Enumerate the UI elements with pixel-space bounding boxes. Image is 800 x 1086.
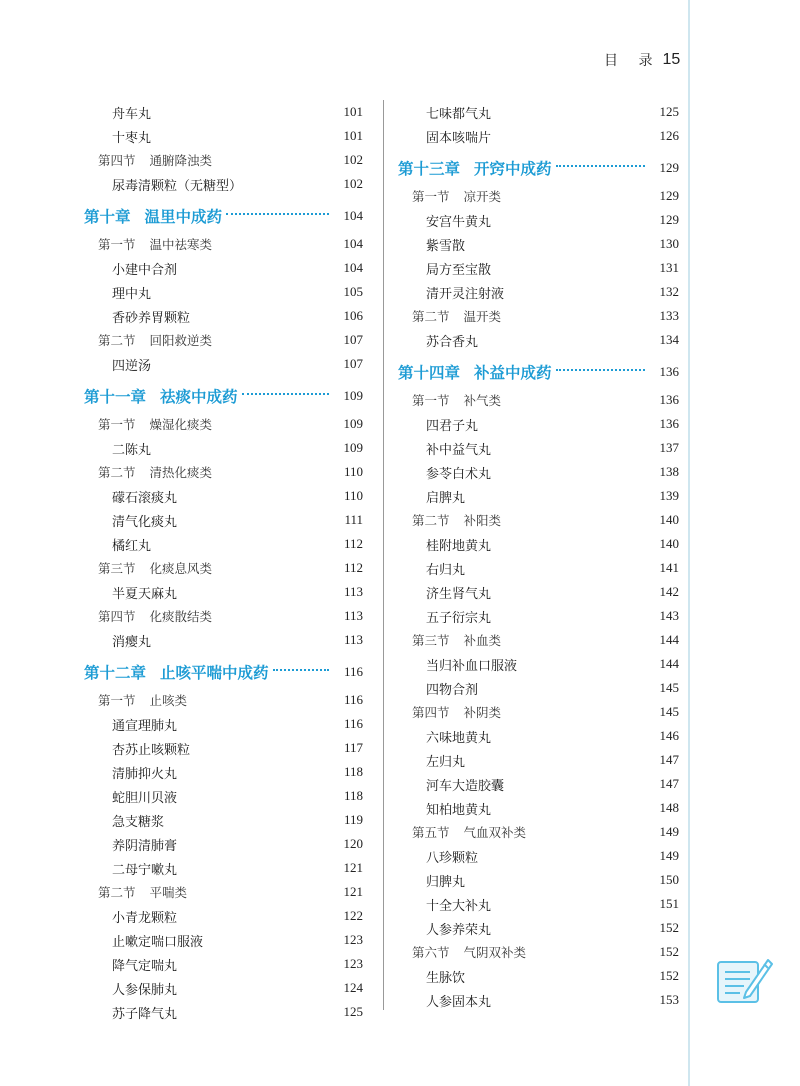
chapter-label: 第十三章 xyxy=(398,160,461,178)
toc-section-row[interactable] xyxy=(398,628,679,652)
toc-item-row[interactable] xyxy=(398,412,679,436)
toc-item-row[interactable] xyxy=(84,832,363,856)
page-ref: 102 xyxy=(343,176,363,191)
chapter-name: 祛痰中成药 xyxy=(160,388,238,406)
page-ref: 151 xyxy=(659,896,679,911)
toc-item-row[interactable] xyxy=(398,676,679,700)
chapter-title xyxy=(84,205,222,227)
toc-item-row[interactable] xyxy=(84,280,363,304)
page-ref: 107 xyxy=(343,332,363,347)
page-ref: 104 xyxy=(343,236,363,251)
toc-section-row[interactable] xyxy=(398,508,679,532)
page-ref: 133 xyxy=(659,308,679,323)
item-title: 右归丸 xyxy=(426,562,466,578)
toc-section-row[interactable] xyxy=(84,148,363,172)
item-title: 二母宁嗽丸 xyxy=(112,862,178,878)
page-ref: 118 xyxy=(343,764,363,779)
margin-rule xyxy=(688,0,690,1086)
section-title xyxy=(84,691,187,709)
section-title xyxy=(84,559,212,577)
toc-item-row[interactable] xyxy=(84,304,363,328)
page-ref: 142 xyxy=(659,584,679,599)
section-title xyxy=(84,607,212,625)
page-ref: 149 xyxy=(659,848,679,863)
item-title: 五子衍宗丸 xyxy=(426,610,492,626)
item-title: 启脾丸 xyxy=(426,490,466,506)
toc-item-row[interactable] xyxy=(84,256,363,280)
section-label: 第二节 xyxy=(412,513,450,528)
section-title xyxy=(398,943,526,961)
page-ref: 147 xyxy=(659,776,679,791)
toc-item-row[interactable] xyxy=(398,280,679,304)
page-ref: 137 xyxy=(659,440,679,455)
item-title: 生脉饮 xyxy=(426,970,466,986)
section-title xyxy=(84,463,212,481)
toc-section-row[interactable] xyxy=(398,388,679,412)
page-ref: 101 xyxy=(343,128,363,143)
page-ref: 139 xyxy=(659,488,679,503)
toc-section-row[interactable] xyxy=(84,880,363,904)
page-ref: 145 xyxy=(659,704,679,719)
page-ref: 107 xyxy=(343,356,363,371)
page-ref: 124 xyxy=(343,980,363,995)
page-ref: 147 xyxy=(659,752,679,767)
section-title xyxy=(398,187,501,205)
section-name: 化痰散结类 xyxy=(149,609,213,624)
chapter-label: 第十一章 xyxy=(84,388,147,406)
toc-item-row[interactable] xyxy=(398,772,679,796)
section-name: 温中祛寒类 xyxy=(149,237,213,252)
page-ref: 116 xyxy=(343,692,363,707)
page-ref: 136 xyxy=(659,392,679,407)
toc-section-row[interactable] xyxy=(84,412,363,436)
page-ref: 129 xyxy=(659,188,679,203)
section-name: 清热化痰类 xyxy=(149,465,213,480)
section-title xyxy=(84,235,212,253)
item-title: 紫雪散 xyxy=(426,238,466,254)
toc-item-row[interactable] xyxy=(84,172,363,196)
item-title: 四君子丸 xyxy=(426,418,479,434)
page-ref: 141 xyxy=(659,560,679,575)
item-title: 十全大补丸 xyxy=(426,898,492,914)
toc-chapter-row[interactable] xyxy=(398,354,679,390)
page-ref: 132 xyxy=(659,284,679,299)
section-name: 通腑降浊类 xyxy=(149,153,213,168)
item-title: 四物合剂 xyxy=(426,682,479,698)
chapter-name: 止咳平喘中成药 xyxy=(160,664,269,682)
section-label: 第五节 xyxy=(412,825,450,840)
chapter-label: 第十章 xyxy=(84,208,131,226)
page-title: 目 录 xyxy=(604,53,661,69)
page-ref: 113 xyxy=(343,632,363,647)
page-ref: 136 xyxy=(659,416,679,431)
dot-leader xyxy=(226,213,329,215)
item-title: 止嗽定喘口服液 xyxy=(112,934,204,950)
section-label: 第二节 xyxy=(98,465,136,480)
item-title: 七味都气丸 xyxy=(426,106,492,122)
item-title: 蛇胆川贝液 xyxy=(112,790,178,806)
toc-item-row[interactable] xyxy=(398,892,679,916)
chapter-title xyxy=(398,361,552,383)
toc-left-column xyxy=(84,100,363,1024)
page-ref: 138 xyxy=(659,464,679,479)
page-ref: 143 xyxy=(659,608,679,623)
section-label: 第四节 xyxy=(412,705,450,720)
item-title: 桂附地黄丸 xyxy=(426,538,492,554)
page-ref: 140 xyxy=(659,512,679,527)
toc-section-row[interactable] xyxy=(398,820,679,844)
section-name: 止咳类 xyxy=(149,693,188,708)
toc-item-row[interactable] xyxy=(84,928,363,952)
toc-section-row[interactable] xyxy=(398,700,679,724)
item-title: 清气化痰丸 xyxy=(112,514,178,530)
item-title: 局方至宝散 xyxy=(426,262,492,278)
toc-item-row[interactable] xyxy=(84,1000,363,1024)
item-title: 清肺抑火丸 xyxy=(112,766,178,782)
section-title xyxy=(84,415,212,433)
toc-right-column xyxy=(398,100,679,1012)
item-title: 急支糖浆 xyxy=(112,814,165,830)
toc-item-row[interactable] xyxy=(84,808,363,832)
page-ref: 119 xyxy=(343,812,363,827)
item-title: 苏合香丸 xyxy=(426,334,479,350)
page-ref: 102 xyxy=(343,152,363,167)
page-ref: 152 xyxy=(659,920,679,935)
toc-section-row[interactable] xyxy=(398,940,679,964)
chapter-title xyxy=(84,661,269,683)
section-label: 第三节 xyxy=(98,561,136,576)
section-name: 气阴双补类 xyxy=(463,945,527,960)
page-ref: 140 xyxy=(659,536,679,551)
toc-section-row[interactable] xyxy=(84,604,363,628)
toc-item-row[interactable] xyxy=(84,352,363,376)
toc-item-row[interactable] xyxy=(84,508,363,532)
chapter-title xyxy=(84,385,238,407)
page-ref: 129 xyxy=(659,160,679,175)
toc-item-row[interactable] xyxy=(84,976,363,1000)
section-title xyxy=(398,307,501,325)
item-title: 清开灵注射液 xyxy=(426,286,505,302)
item-title: 四逆汤 xyxy=(112,358,152,374)
section-name: 化痰息风类 xyxy=(149,561,213,576)
toc-item-row[interactable] xyxy=(84,436,363,460)
item-title: 通宣理肺丸 xyxy=(112,718,178,734)
page-ref: 121 xyxy=(343,884,363,899)
toc-section-row[interactable] xyxy=(398,184,679,208)
page-ref: 146 xyxy=(659,728,679,743)
page-ref: 104 xyxy=(343,208,363,223)
chapter-name: 补益中成药 xyxy=(474,364,552,382)
section-title xyxy=(84,331,212,349)
item-title: 半夏天麻丸 xyxy=(112,586,178,602)
chapter-name: 开窍中成药 xyxy=(474,160,552,178)
item-title: 人参养荣丸 xyxy=(426,922,492,938)
page-ref: 130 xyxy=(659,236,679,251)
toc-section-row[interactable] xyxy=(84,460,363,484)
item-title: 小建中合剂 xyxy=(112,262,178,278)
toc-item-row[interactable] xyxy=(398,208,679,232)
toc-chapter-row[interactable] xyxy=(84,654,363,690)
toc-item-row[interactable] xyxy=(84,628,363,652)
section-title xyxy=(398,391,501,409)
toc-item-row[interactable] xyxy=(398,652,679,676)
page-ref: 120 xyxy=(343,836,363,851)
section-name: 温开类 xyxy=(463,309,502,324)
section-title xyxy=(398,823,526,841)
page-number: 15 xyxy=(662,51,681,68)
section-label: 第二节 xyxy=(98,333,136,348)
page-ref: 122 xyxy=(343,908,363,923)
page-ref: 109 xyxy=(343,416,363,431)
section-title xyxy=(84,151,212,169)
page-ref: 131 xyxy=(659,260,679,275)
page-ref: 118 xyxy=(343,788,363,803)
toc-item-row[interactable] xyxy=(398,580,679,604)
toc-section-row[interactable] xyxy=(84,328,363,352)
item-title: 参苓白术丸 xyxy=(426,466,492,482)
item-title: 六味地黄丸 xyxy=(426,730,492,746)
item-title: 补中益气丸 xyxy=(426,442,492,458)
page-ref: 116 xyxy=(343,664,363,679)
item-title: 舟车丸 xyxy=(112,106,152,122)
page-ref: 148 xyxy=(659,800,679,815)
section-name: 补气类 xyxy=(463,393,502,408)
section-title xyxy=(398,703,501,721)
item-title: 养阴清肺膏 xyxy=(112,838,178,854)
dot-leader xyxy=(273,669,329,671)
page-ref: 134 xyxy=(659,332,679,347)
section-label: 第一节 xyxy=(98,237,136,252)
item-title: 固本咳喘片 xyxy=(426,130,492,146)
page-ref: 144 xyxy=(659,632,679,647)
item-title: 理中丸 xyxy=(112,286,152,302)
item-title: 小青龙颗粒 xyxy=(112,910,178,926)
page-ref: 136 xyxy=(659,364,679,379)
page-ref: 145 xyxy=(659,680,679,695)
page-ref: 149 xyxy=(659,824,679,839)
page-ref: 112 xyxy=(343,560,363,575)
section-name: 平喘类 xyxy=(149,885,188,900)
chapter-label: 第十四章 xyxy=(398,364,461,382)
item-title: 济生肾气丸 xyxy=(426,586,492,602)
toc-item-row[interactable] xyxy=(398,232,679,256)
toc-item-row[interactable] xyxy=(398,436,679,460)
toc-item-row[interactable] xyxy=(398,532,679,556)
toc-item-row[interactable] xyxy=(398,328,679,352)
page-ref: 113 xyxy=(343,584,363,599)
page-ref: 153 xyxy=(659,992,679,1007)
toc-item-row[interactable] xyxy=(84,952,363,976)
page-ref: 104 xyxy=(343,260,363,275)
chapter-name: 温里中成药 xyxy=(144,208,223,226)
toc-item-row[interactable] xyxy=(398,124,679,148)
item-title: 礞石滚痰丸 xyxy=(112,490,178,506)
section-name: 补阴类 xyxy=(463,705,502,720)
page-header xyxy=(604,48,684,72)
page-ref: 109 xyxy=(343,388,363,403)
section-title xyxy=(398,631,501,649)
section-label: 第一节 xyxy=(412,393,450,408)
toc-item-row[interactable] xyxy=(84,124,363,148)
page-ref: 121 xyxy=(343,860,363,875)
toc-item-row[interactable] xyxy=(84,736,363,760)
notebook-pen-icon xyxy=(716,952,774,1006)
toc-item-row[interactable] xyxy=(398,796,679,820)
page-ref: 144 xyxy=(659,656,679,671)
toc-item-row[interactable] xyxy=(84,100,363,124)
section-label: 第四节 xyxy=(98,609,136,624)
toc-item-row[interactable] xyxy=(84,856,363,880)
section-label: 第二节 xyxy=(412,309,450,324)
section-name: 补血类 xyxy=(463,633,502,648)
section-title xyxy=(84,883,187,901)
toc-item-row[interactable] xyxy=(84,484,363,508)
section-label: 第一节 xyxy=(412,189,450,204)
toc-item-row[interactable] xyxy=(84,532,363,556)
item-title: 消瘿丸 xyxy=(112,634,152,650)
toc-item-row[interactable] xyxy=(398,100,679,124)
page-ref: 152 xyxy=(659,944,679,959)
page-ref: 116 xyxy=(343,716,363,731)
section-label: 第三节 xyxy=(412,633,450,648)
section-label: 第四节 xyxy=(98,153,136,168)
dot-leader xyxy=(556,165,645,167)
item-title: 十枣丸 xyxy=(112,130,152,146)
page-ref: 125 xyxy=(343,1004,363,1019)
page-ref: 123 xyxy=(343,932,363,947)
section-label: 第一节 xyxy=(98,417,136,432)
section-title xyxy=(398,511,501,529)
toc-item-row[interactable] xyxy=(398,256,679,280)
section-name: 补阳类 xyxy=(463,513,502,528)
page-ref: 129 xyxy=(659,212,679,227)
item-title: 归脾丸 xyxy=(426,874,466,890)
dot-leader xyxy=(242,393,329,395)
page-ref: 110 xyxy=(343,464,363,479)
toc-item-row[interactable] xyxy=(398,604,679,628)
toc-section-row[interactable] xyxy=(398,304,679,328)
page-ref: 113 xyxy=(343,608,363,623)
toc-item-row[interactable] xyxy=(398,988,679,1012)
section-label: 第一节 xyxy=(98,693,136,708)
dot-leader xyxy=(556,369,645,371)
page-ref: 152 xyxy=(659,968,679,983)
section-name: 燥湿化痰类 xyxy=(149,417,213,432)
item-title: 苏子降气丸 xyxy=(112,1006,178,1022)
page-ref: 150 xyxy=(659,872,679,887)
item-title: 河车大造胶囊 xyxy=(426,778,505,794)
item-title: 人参固本丸 xyxy=(426,994,492,1010)
toc-item-row[interactable] xyxy=(398,556,679,580)
column-divider xyxy=(383,100,384,1010)
toc-item-row[interactable] xyxy=(84,760,363,784)
toc-chapter-row[interactable] xyxy=(398,150,679,186)
page-ref: 126 xyxy=(659,128,679,143)
section-name: 回阳救逆类 xyxy=(149,333,213,348)
toc-item-row[interactable] xyxy=(398,964,679,988)
section-label: 第二节 xyxy=(98,885,136,900)
toc-item-row[interactable] xyxy=(84,712,363,736)
item-title: 左归丸 xyxy=(426,754,466,770)
page-ref: 123 xyxy=(343,956,363,971)
page-ref: 111 xyxy=(344,512,363,527)
toc-item-row[interactable] xyxy=(84,904,363,928)
page-ref: 101 xyxy=(343,104,363,119)
toc-item-row[interactable] xyxy=(398,460,679,484)
toc-chapter-row[interactable] xyxy=(84,378,363,414)
item-title: 八珍颗粒 xyxy=(426,850,479,866)
page-ref: 125 xyxy=(659,104,679,119)
toc-item-row[interactable] xyxy=(398,868,679,892)
item-title: 当归补血口服液 xyxy=(426,658,518,674)
toc-item-row[interactable] xyxy=(398,748,679,772)
page-ref: 106 xyxy=(343,308,363,323)
item-title: 二陈丸 xyxy=(112,442,152,458)
toc-section-row[interactable] xyxy=(84,556,363,580)
item-title: 降气定喘丸 xyxy=(112,958,178,974)
item-title: 尿毒清颗粒（无糖型） xyxy=(112,178,243,194)
item-title: 人参保肺丸 xyxy=(112,982,178,998)
item-title: 杏苏止咳颗粒 xyxy=(112,742,191,758)
section-name: 凉开类 xyxy=(463,189,502,204)
page-ref: 112 xyxy=(343,536,363,551)
toc-item-row[interactable] xyxy=(398,484,679,508)
toc-item-row[interactable] xyxy=(398,844,679,868)
page-ref: 105 xyxy=(343,284,363,299)
toc-item-row[interactable] xyxy=(398,916,679,940)
toc-item-row[interactable] xyxy=(398,724,679,748)
page-ref: 117 xyxy=(343,740,363,755)
toc-section-row[interactable] xyxy=(84,688,363,712)
page-ref: 109 xyxy=(343,440,363,455)
item-title: 香砂养胃颗粒 xyxy=(112,310,191,326)
toc-item-row[interactable] xyxy=(84,580,363,604)
toc-item-row[interactable] xyxy=(84,784,363,808)
section-name: 气血双补类 xyxy=(463,825,527,840)
item-title: 橘红丸 xyxy=(112,538,152,554)
section-label: 第六节 xyxy=(412,945,450,960)
toc-chapter-row[interactable] xyxy=(84,198,363,234)
toc-section-row[interactable] xyxy=(84,232,363,256)
item-title: 知柏地黄丸 xyxy=(426,802,492,818)
chapter-label: 第十二章 xyxy=(84,664,147,682)
item-title: 安宫牛黄丸 xyxy=(426,214,492,230)
page-ref: 110 xyxy=(343,488,363,503)
chapter-title xyxy=(398,157,552,179)
